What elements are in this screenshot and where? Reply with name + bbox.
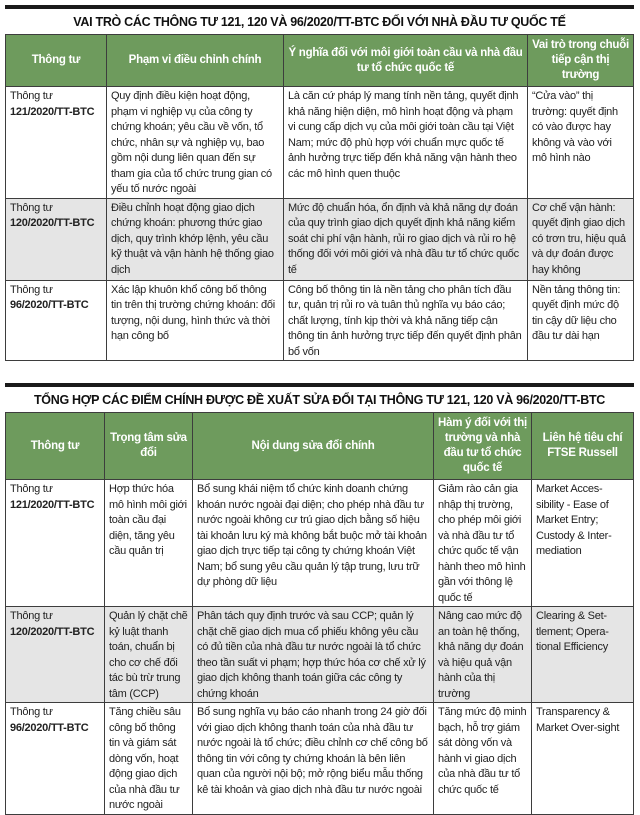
circular-cell: [6, 480, 105, 607]
circular-cell: [6, 703, 105, 815]
circular-cell: [6, 607, 105, 703]
roles-table: [5, 34, 634, 361]
table-row: [6, 480, 634, 607]
scope-cell: Điều chỉnh hoạt động giao dịch chứng khoán: phương thức giao dịch, quy trình khớp lệnh, yêu cầu kỹ thuật và vận hành hệ thống giao dịch: [107, 198, 284, 280]
table-row: [6, 703, 634, 815]
table-row: [6, 198, 634, 280]
circular-cell: [6, 198, 107, 280]
table-header-row: [6, 413, 634, 480]
column-header: Ý nghĩa đối với môi giới toàn cầu và nhà đầu tư tổ chức quốc tế: [284, 35, 528, 87]
meaning-cell: Công bố thông tin là nền tảng cho phân tích đầu tư, quản trị rủi ro và tuân thủ nghĩa vụ báo cáo; chất lượng, tính kịp thời và khả năng tiếp cận thông tin ảnh hưởng trực tiếp đến quyết định phân bổ vốn: [284, 280, 528, 361]
implication-cell: Tăng mức độ minh bạch, hỗ trợ giám sát dòng vốn và hành vi giao dịch của nhà đầu tư tổ chức quốc tế: [434, 703, 532, 815]
table1-section: [5, 5, 634, 361]
column-header: Thông tư: [6, 35, 107, 87]
meaning-cell: Mức độ chuẩn hóa, ổn định và khả năng dự đoán của quy trình giao dịch quyết định khả năng kiểm soát chi phí vận hành, rủi ro giao dịch và rủi ro hệ thống đối với môi giới và nhà đầu tư tổ chức quốc tế: [284, 198, 528, 280]
content-cell: Bổ sung khái niệm tổ chức kinh doanh chứng khoán nước ngoài đại diện; cho phép nhà đầu tư nước ngoài không cư trú giao dịch bằng số hiệu tài khoản lưu ký mà không bắt buộc mở tài khoản giao dịch trực tiếp tại công ty chứng khoán Việt Nam; bổ sung yêu cầu quản lý tập trung, lưu trữ dự phòng dữ liệu: [193, 480, 434, 607]
column-header: Liên hệ tiêu chí FTSE Russell: [532, 413, 634, 480]
scope-cell: Quy định điều kiện hoạt động, phạm vi nghiệp vụ của công ty chứng khoán; yêu cầu về vốn, tổ chức, nhân sự và nghiệp vụ, bao gồm nội dung liên quan đến sự tham gia của tổ chức trung gian có yếu tố nước ngoài: [107, 87, 284, 199]
table-row: [6, 280, 634, 361]
role-cell: Nền tảng thông tin: quyết định mức độ tin cậy dữ liệu cho đầu tư dài hạn: [528, 280, 634, 361]
circular-prefix: Thông tư: [10, 483, 53, 495]
table-header-row: [6, 35, 634, 87]
circular-code: 96/2020/TT-BTC: [10, 299, 89, 311]
circular-code: 96/2020/TT-BTC: [10, 721, 89, 734]
focus-cell: Tăng chiều sâu công bố thông tin và giám sát dòng vốn, hoạt động giao dịch của nhà đầu tư nước ngoài: [105, 703, 193, 815]
circular-prefix: Thông tư: [10, 201, 53, 214]
meaning-cell: Là căn cứ pháp lý mang tính nền tảng, quyết định khả năng hiện diện, mô hình hoạt động và phạm vi cung cấp dịch vụ của môi giới toàn cầu tại Việt Nam; mức độ phù hợp với chuẩn mực quốc tế ảnh hưởng trực tiếp đến khả năng vận hành theo các mô hình quen thuộc: [284, 87, 528, 199]
column-header: Thông tư: [6, 413, 105, 480]
column-header: Hàm ý đối với thị trường và nhà đầu tư tổ chức quốc tế: [434, 413, 532, 480]
circular-code: 121/2020/TT-BTC: [10, 105, 95, 118]
focus-cell: Quản lý chặt chẽ kỷ luật thanh toán, chuẩn bị cho cơ chế đối tác bù trừ trung tâm (CCP): [105, 607, 193, 703]
circular-prefix: Thông tư: [10, 90, 53, 102]
implication-cell: Giảm rào cản gia nhập thị trường, cho phép môi giới và nhà đầu tư tổ chức quốc tế vận hành theo mô hình gần với thông lệ quốc tế: [434, 480, 532, 607]
content-cell: Bổ sung nghĩa vụ báo cáo nhanh trong 24 giờ đối với giao dịch không thanh toán của nhà đầu tư nước ngoài là tổ chức; điều chỉnh cơ chế công bố thông tin với công ty chứng khoán là bên liên quan của người nội bộ; mở rộng biểu mẫu thống kê tài khoản và giao dịch nhà đầu tư nước ngoài: [193, 703, 434, 815]
table2-section: [5, 383, 634, 815]
circular-code: 121/2020/TT-BTC: [10, 498, 95, 511]
role-cell: “Cửa vào” thị trường: quyết định có vào được hay không và vào với mô hình nào: [528, 87, 634, 199]
ftse-cell: Market Acces-sibility - Ease of Market Entry; Custody & Inter-mediation: [532, 480, 634, 607]
column-header: Vai trò trong chuỗi tiếp cận thị trường: [528, 35, 634, 87]
column-header: Phạm vi điều chỉnh chính: [107, 35, 284, 87]
circular-cell: [6, 87, 107, 199]
column-header: Trọng tâm sửa đổi: [105, 413, 193, 480]
table-row: [6, 607, 634, 703]
circular-code: 120/2020/TT-BTC: [10, 625, 95, 638]
ftse-cell: Transparency & Market Over-sight: [532, 703, 634, 815]
ftse-cell: Clearing & Set-tlement; Opera-tional Efficiency: [532, 607, 634, 703]
focus-cell: Hợp thức hóa mô hình môi giới toàn cầu đại diện, tăng yêu cầu quản trị: [105, 480, 193, 607]
table2-title: TỔNG HỢP CÁC ĐIỂM CHÍNH ĐƯỢC ĐỀ XUẤT SỬA ĐỔI TẠI THÔNG TƯ 121, 120 VÀ 96/2020/TT-BTC: [33, 393, 606, 407]
circular-cell: [6, 280, 107, 361]
circular-prefix: Thông tư: [10, 610, 53, 622]
scope-cell: Xác lập khuôn khổ công bố thông tin trên thị trường chứng khoán: đối tượng, nội dung, hình thức và thời hạn công bố: [107, 280, 284, 361]
amendments-table: [5, 412, 634, 815]
table-row: [6, 87, 634, 199]
role-cell: Cơ chế vận hành: quyết định giao dịch có trơn tru, hiệu quả và dự đoán được hay không: [528, 198, 634, 280]
circular-prefix: Thông tư: [10, 706, 53, 718]
implication-cell: Nâng cao mức độ an toàn hệ thống, khả năng dự đoán và hiệu quả vận hành của thị trường: [434, 607, 532, 703]
circular-prefix: Thông tư: [10, 283, 53, 296]
column-header: Nội dung sửa đổi chính: [193, 413, 434, 480]
circular-code: 120/2020/TT-BTC: [10, 217, 95, 229]
table1-title: VAI TRÒ CÁC THÔNG TƯ 121, 120 VÀ 96/2020/TT-BTC ĐỐI VỚI NHÀ ĐẦU TƯ QUỐC TẾ: [73, 15, 566, 29]
content-cell: Phân tách quy định trước và sau CCP; quản lý chặt chẽ giao dịch mua cổ phiếu không yêu cầu có đủ tiền của nhà đầu tư nước ngoài là tổ chức theo tần suất vi phạm; hợp thức hóa cơ chế xử lý giao dịch không thanh toán giữa các công ty chứng khoán: [193, 607, 434, 703]
